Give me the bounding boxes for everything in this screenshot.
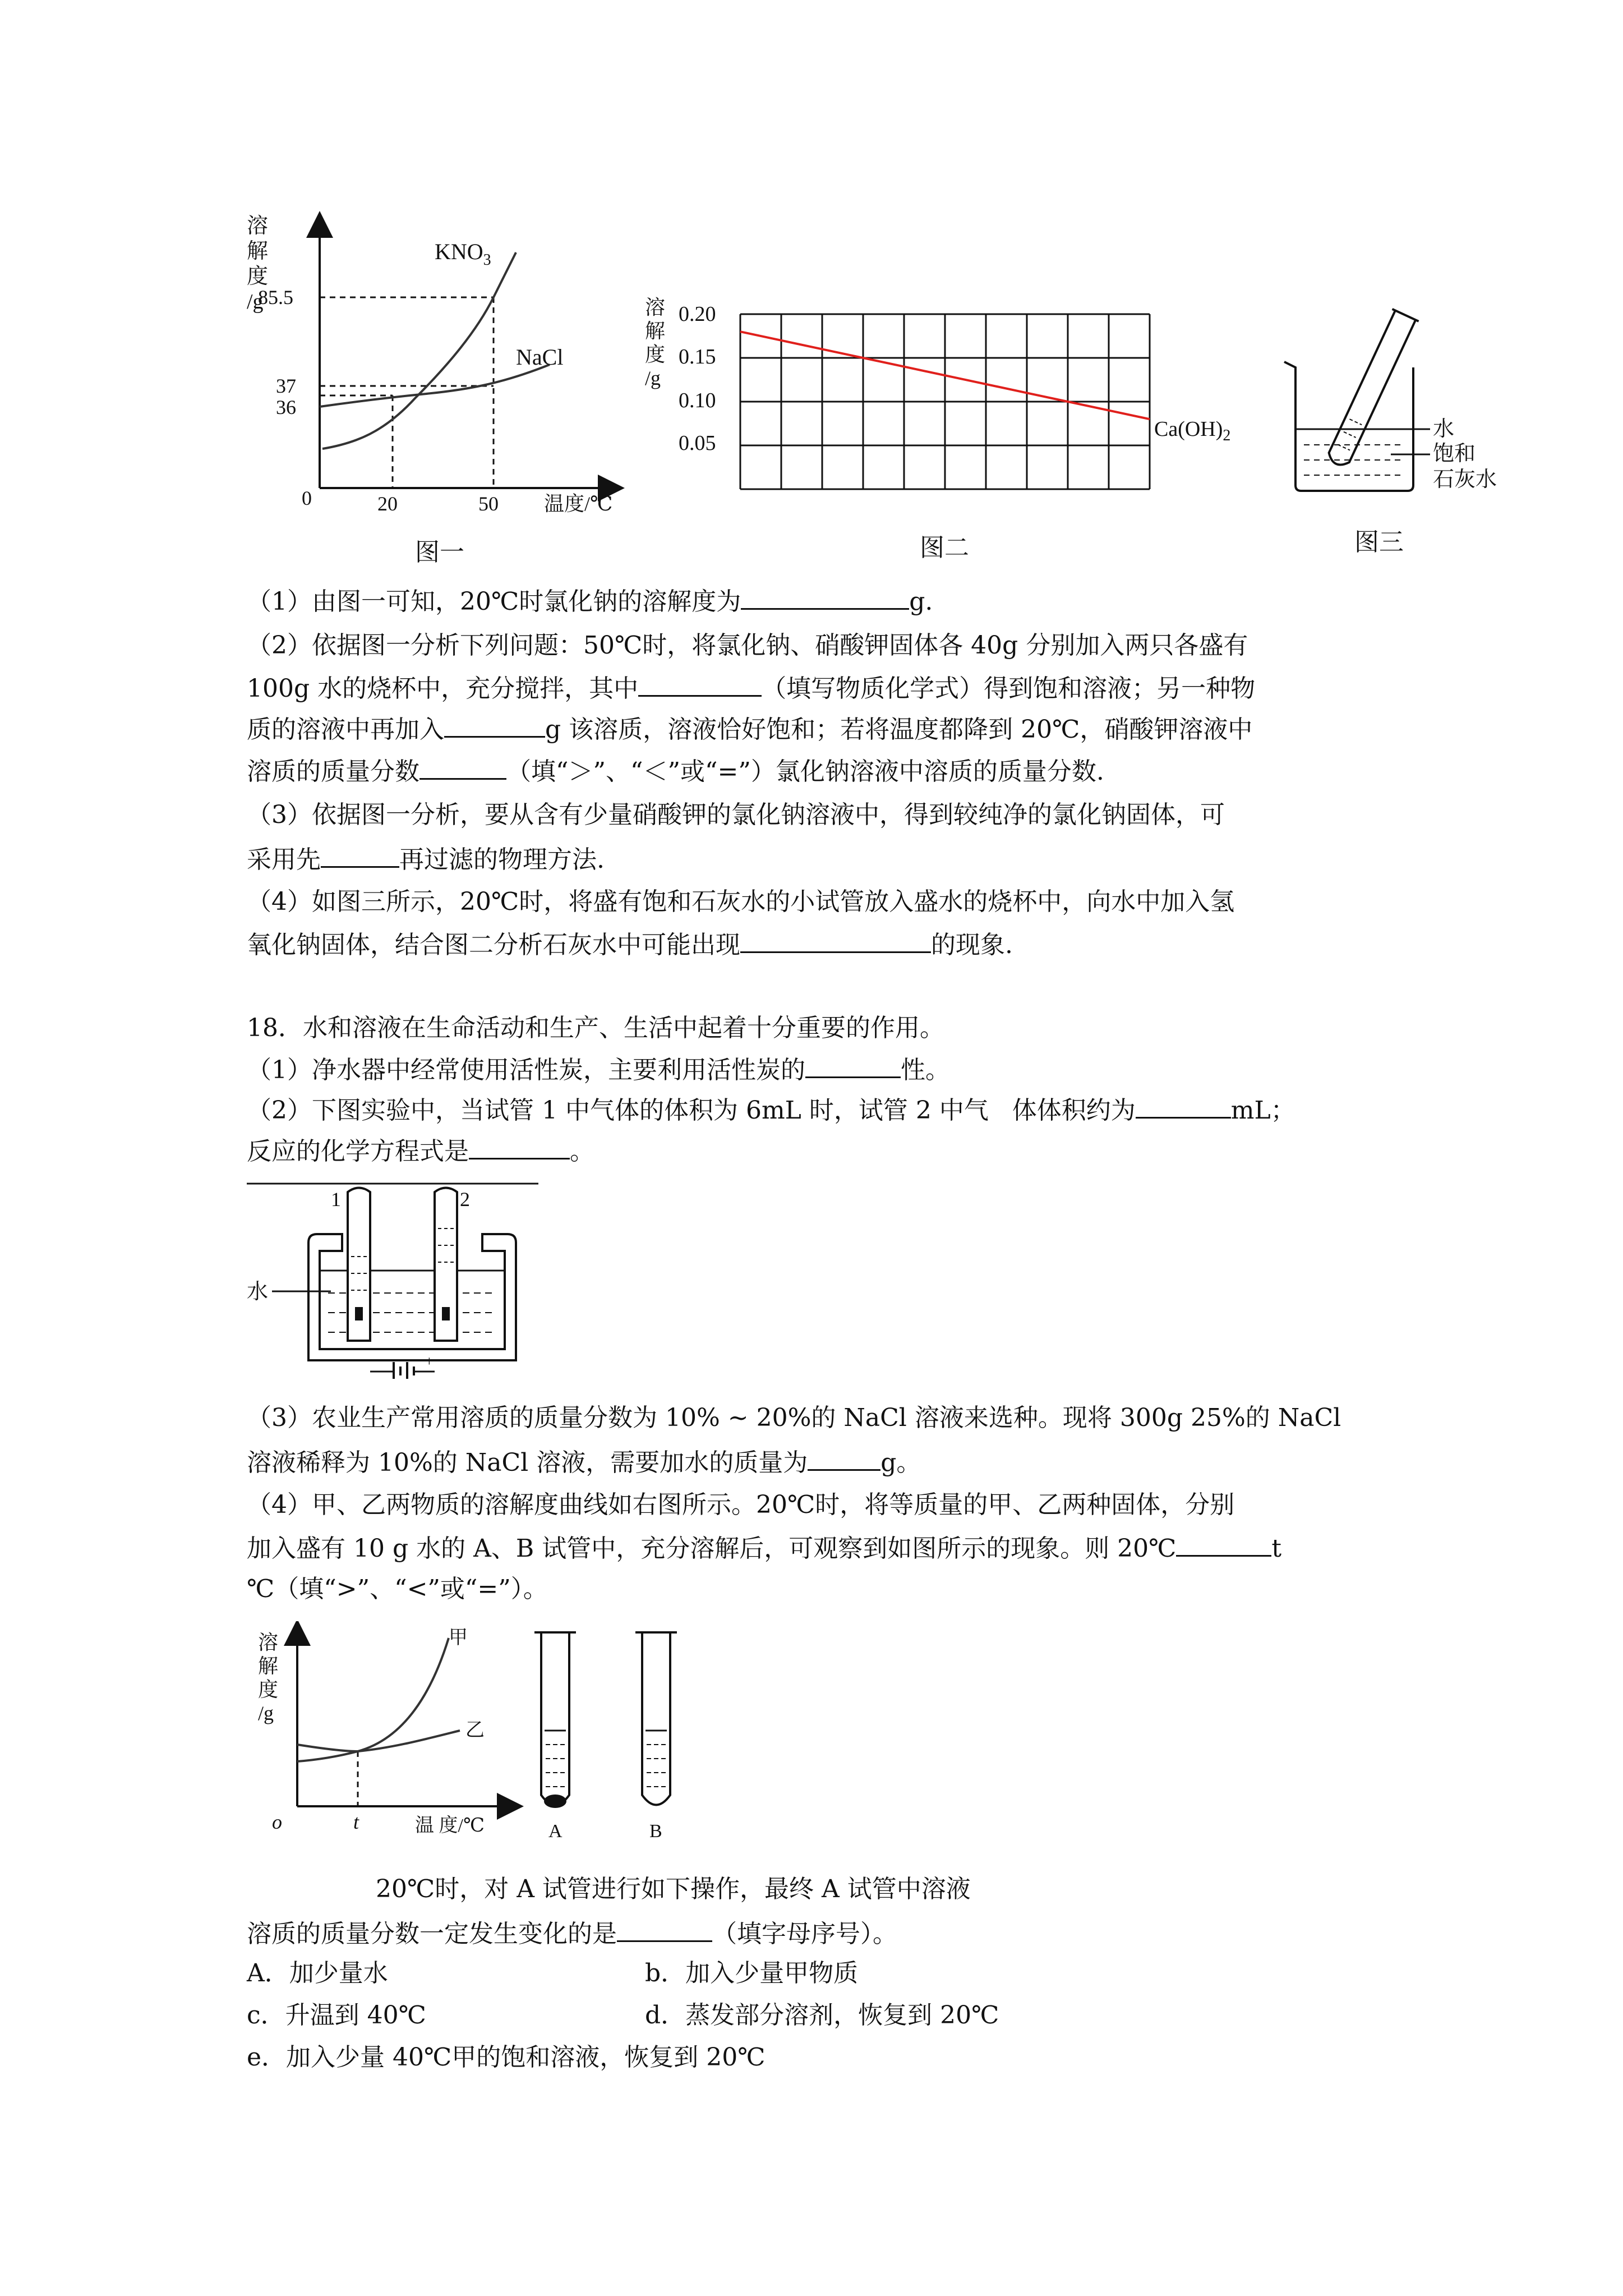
q17-p2-line2: 100g 水的烧杯中，充分搅拌，其中 （填写物质化学式）得到饱和溶液；另一种物: [247, 670, 1255, 705]
y-label-3: /g: [258, 1702, 274, 1724]
tube-label-1: 1: [331, 1188, 341, 1211]
q17-p2-line4: 溶质的质量分数 （填“＞”、“＜”或“=”）氯化钠溶液中溶质的质量分数.: [247, 753, 1104, 788]
tube-a-label: A: [548, 1821, 562, 1842]
answer-blank[interactable]: [805, 1052, 901, 1078]
origin-label: o: [272, 1811, 282, 1833]
y-label-0: 溶: [247, 214, 269, 238]
tube-b-label: B: [649, 1821, 662, 1842]
answer-blank[interactable]: [419, 753, 506, 780]
y-label-0: 溶: [645, 296, 666, 319]
q18-p2-line2: 反应的化学方程式是 。: [247, 1133, 594, 1167]
answer-blank[interactable]: [444, 711, 545, 738]
figure-1-solubility-chart: [236, 208, 639, 533]
yi-curve: [297, 1731, 460, 1751]
x-label: 温 度/℃: [415, 1815, 485, 1836]
y-label-1: 解: [258, 1655, 279, 1677]
option-b: b．加入少量甲物质: [645, 1959, 859, 1987]
answer-blank[interactable]: [321, 841, 399, 868]
y-tick-0-20: 0.20: [679, 302, 716, 326]
x-tick-0: 0: [302, 487, 312, 509]
y-label-2: 度: [258, 1678, 279, 1701]
kno3-label: $KNO_3$: [435, 239, 491, 269]
q18-head: 18．水和溶液在生命活动和生产、生活中起着十分重要的作用。: [247, 1014, 944, 1042]
x-tick-50: 50: [478, 493, 499, 515]
q18-p4-line3: ℃（填“>”、“<”或“=”）。: [247, 1575, 548, 1603]
q18-p5-line2: 溶质的质量分数一定发生变化的是 （填字母序号）。: [247, 1916, 897, 1950]
label-lime-2: 石灰水: [1433, 468, 1497, 491]
q18-p5-line1: 20℃时，对 A 试管进行如下操作，最终 A 试管中溶液: [376, 1875, 971, 1903]
answer-blank[interactable]: [617, 1916, 712, 1942]
q17-p4-line2: 氧化钠固体，结合图二分析石灰水中可能出现 的现象.: [247, 927, 1013, 961]
q18-p4-line2: 加入盛有 10 g 水的 A、B 试管中，充分溶解后，可观察到如图所示的现象。则 20℃ t: [247, 1530, 1281, 1565]
option-c: c．升温到 40℃: [247, 2001, 426, 2030]
tube-label-2: 2: [460, 1188, 470, 1211]
q18-p2-line1: （2）下图实验中，当试管 1 中气体的体积为 6mL 时，试管 2 中气 体体积约为 mL；: [247, 1092, 1295, 1126]
nacl-label: NaCl: [516, 344, 564, 370]
y-tick-0-15: 0.15: [679, 345, 716, 369]
q18-p1: （1）净水器中经常使用活性炭，主要利用活性炭的 性。: [247, 1052, 950, 1086]
caoh2-label: $Ca(OH)_2$: [1154, 417, 1231, 444]
y-label-1: 解: [645, 320, 666, 342]
figure-2-caoh2-chart: [645, 292, 1262, 499]
option-e: e．加入少量 40℃甲的饱和溶液，恢复到 20℃: [247, 2043, 766, 2072]
q17-p2-line3: 质的溶液中再加入 g 该溶质，溶液恰好饱和；若将温度都降到 20℃，硝酸钾溶液中: [247, 711, 1252, 746]
answer-blank[interactable]: [1136, 1092, 1231, 1119]
q17-p3-line2: 采用先 再过滤的物理方法.: [247, 841, 605, 876]
x-tick-20: 20: [377, 493, 398, 515]
label-lime-1: 饱和: [1433, 442, 1476, 466]
answer-blank[interactable]: [469, 1133, 570, 1159]
y-tick-0-10: 0.10: [679, 389, 716, 412]
q17-p1: （1）由图一可知，20℃时氯化钠的溶解度为 g.: [247, 583, 933, 618]
svg-text:+: +: [425, 1353, 434, 1369]
x-label: 温度/℃: [544, 493, 613, 515]
y-tick-36: 36: [276, 396, 296, 418]
y-label-2: 度: [247, 265, 269, 288]
figure-3-beaker: [1279, 295, 1537, 508]
y-label-0: 溶: [258, 1631, 279, 1654]
answer-blank[interactable]: [741, 583, 909, 610]
y-label-3: /g: [645, 367, 661, 389]
figure-jia-yi-solubility: [247, 1621, 527, 1846]
label-water: 水: [1433, 417, 1455, 441]
y-tick-0-05: 0.05: [679, 431, 716, 455]
answer-blank[interactable]: [808, 1444, 880, 1471]
jia-curve: [297, 1638, 449, 1761]
figure-3-caption: 图三: [1354, 528, 1404, 556]
y-label-1: 解: [247, 240, 269, 263]
y-label-2: 度: [645, 343, 666, 366]
y-label-3: /g: [247, 290, 264, 314]
q18-p3-line1: （3）农业生产常用溶质的质量分数为 10% ~ 20%的 NaCl 溶液来选种。现将 300g 25%的 NaCl: [247, 1404, 1341, 1432]
q17-p2-line1: （2）依据图一分析下列问题：50℃时，将氯化钠、硝酸钾固体各 40g 分别加入两只各盛有: [247, 631, 1248, 660]
grid: [740, 314, 1150, 489]
q17-p3-line1: （3）依据图一分析，要从含有少量硝酸钾的氯化钠溶液中，得到较纯净的氯化钠固体，可: [247, 800, 1225, 829]
figure-2-caption: 图二: [920, 533, 969, 562]
answer-blank[interactable]: [638, 670, 762, 697]
t-label: t: [353, 1811, 359, 1833]
electrolysis-apparatus: [247, 1172, 538, 1380]
y-tick-85-5: 85.5: [258, 286, 293, 309]
q17-p4-line1: （4）如图三所示，20℃时，将盛有饱和石灰水的小试管放入盛水的烧杯中，向水中加入氢: [247, 887, 1235, 916]
option-d: d．蒸发部分溶剂，恢复到 20℃: [645, 2001, 999, 2030]
answer-blank[interactable]: [1176, 1530, 1271, 1557]
answer-blank[interactable]: [740, 927, 931, 953]
figure-1-caption: 图一: [415, 538, 464, 567]
water-label: 水: [247, 1280, 269, 1304]
yi-label: 乙: [465, 1720, 485, 1741]
q18-p4-line1: （4）甲、乙两物质的溶解度曲线如右图所示。20℃时，将等质量的甲、乙两种固体，分别: [247, 1490, 1235, 1519]
q18-p3-line2: 溶液稀释为 10%的 NaCl 溶液，需要加水的质量为 g。: [247, 1444, 921, 1479]
kno3-curve: [322, 252, 516, 449]
y-tick-37: 37: [276, 375, 296, 397]
jia-label: 甲: [449, 1627, 468, 1648]
option-a: A．加少量水: [247, 1959, 388, 1987]
test-tubes-a-b: [524, 1627, 709, 1846]
